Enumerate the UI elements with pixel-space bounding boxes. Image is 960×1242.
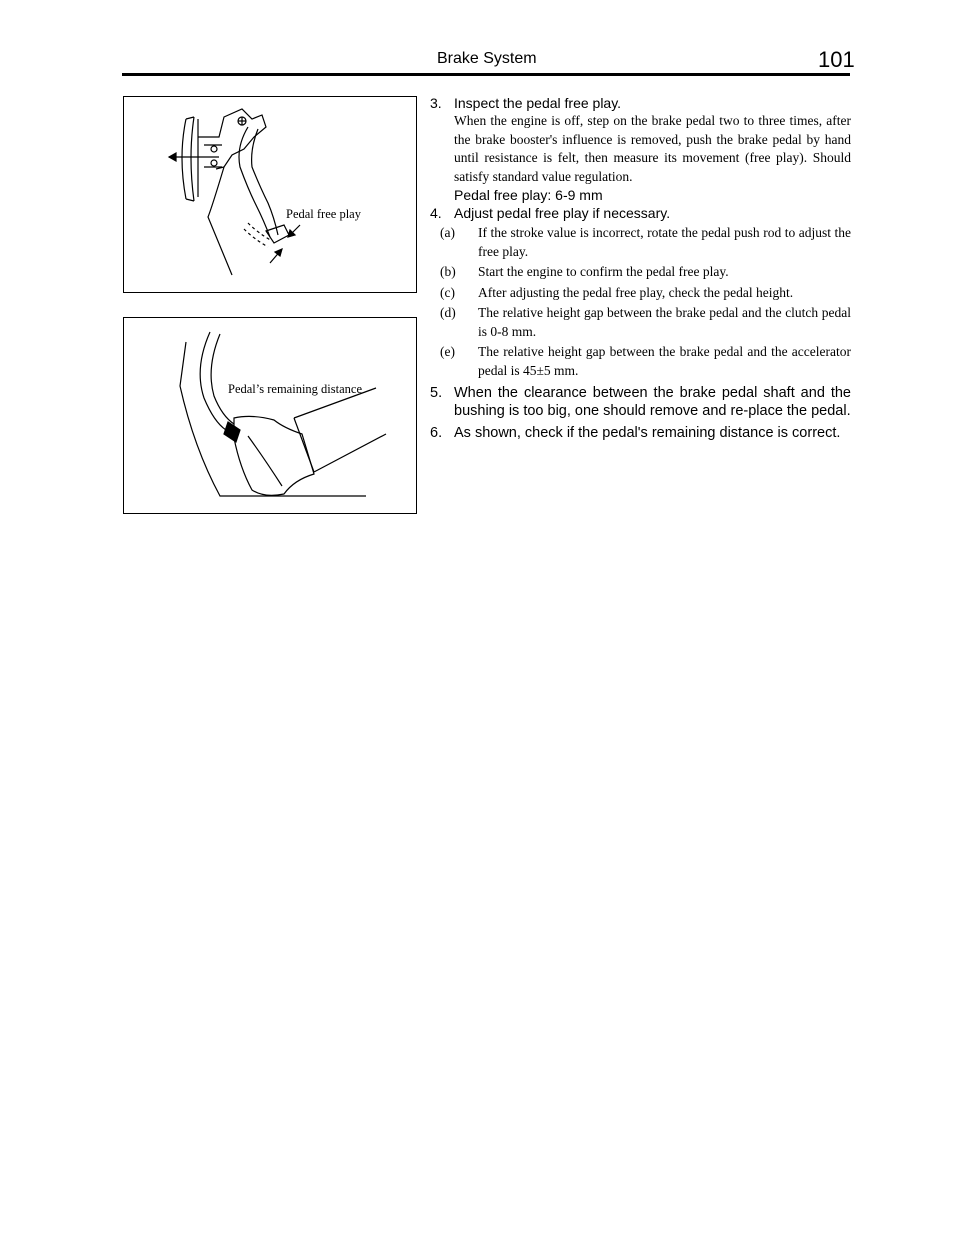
sub-step-text: If the stroke value is incorrect, rotate the pedal push rod to adjust the free play. <box>478 225 851 259</box>
step-number: 3. <box>430 95 442 111</box>
step-number: 5. <box>430 385 443 401</box>
step-body: When the engine is off, step on the brake pedal two to three times, after the brake booster's influence is removed, push the brake pedal by hand until resistance is felt, then measure its movement (free play). Should satisfy standard value regulation. <box>454 113 851 184</box>
pedal-free-play-label: Pedal free play <box>286 207 361 221</box>
spec-value: Pedal free play: 6-9 mm <box>454 187 603 203</box>
sub-step-d <box>430 304 851 341</box>
sub-step-letter: (e) <box>440 344 455 359</box>
step-6 <box>430 424 851 442</box>
step-title: Inspect the pedal free play. <box>454 95 622 111</box>
sub-step-letter: (c) <box>440 284 455 300</box>
sub-step-a <box>430 224 851 261</box>
procedure-steps <box>430 94 851 442</box>
step-title: When the clearance between the brake pedal shaft and the bushing is too big, one should remove and re-place the pedal. <box>454 385 851 419</box>
sub-step-letter: (d) <box>440 305 456 320</box>
step-number: 4. <box>430 205 442 221</box>
step-5 <box>430 384 851 420</box>
sub-step-b <box>430 263 851 282</box>
pedal-remaining-distance-figure <box>123 317 417 514</box>
sub-step-letter: (b) <box>440 264 456 279</box>
sub-step-letter: (a) <box>440 225 455 240</box>
section-title: Brake System <box>437 50 537 67</box>
sub-step-e <box>430 343 851 380</box>
page-number: 101 <box>818 47 855 72</box>
step-title: Adjust pedal free play if necessary. <box>454 205 671 221</box>
pedal-remaining-distance-label: Pedal’s remaining distance <box>228 382 362 396</box>
step-3 <box>430 94 851 204</box>
header-divider <box>122 73 850 76</box>
pedal-free-play-figure <box>123 96 417 293</box>
sub-step-text: The relative height gap between the brake pedal and the accelerator pedal is 45±5 mm. <box>478 344 851 378</box>
sub-step-text: The relative height gap between the brake pedal and the clutch pedal is 0-8 mm. <box>478 305 851 339</box>
step-title: As shown, check if the pedal's remaining distance is correct. <box>454 425 841 441</box>
pedal-assembly-drawing <box>124 97 416 292</box>
sub-step-c <box>430 284 851 303</box>
sub-step-text: Start the engine to confirm the pedal free play. <box>478 264 729 279</box>
sub-step-text: After adjusting the pedal free play, check the pedal height. <box>478 284 794 300</box>
foot-on-pedal-drawing <box>124 318 416 513</box>
step-number: 6. <box>430 425 443 441</box>
step-4 <box>430 204 851 222</box>
